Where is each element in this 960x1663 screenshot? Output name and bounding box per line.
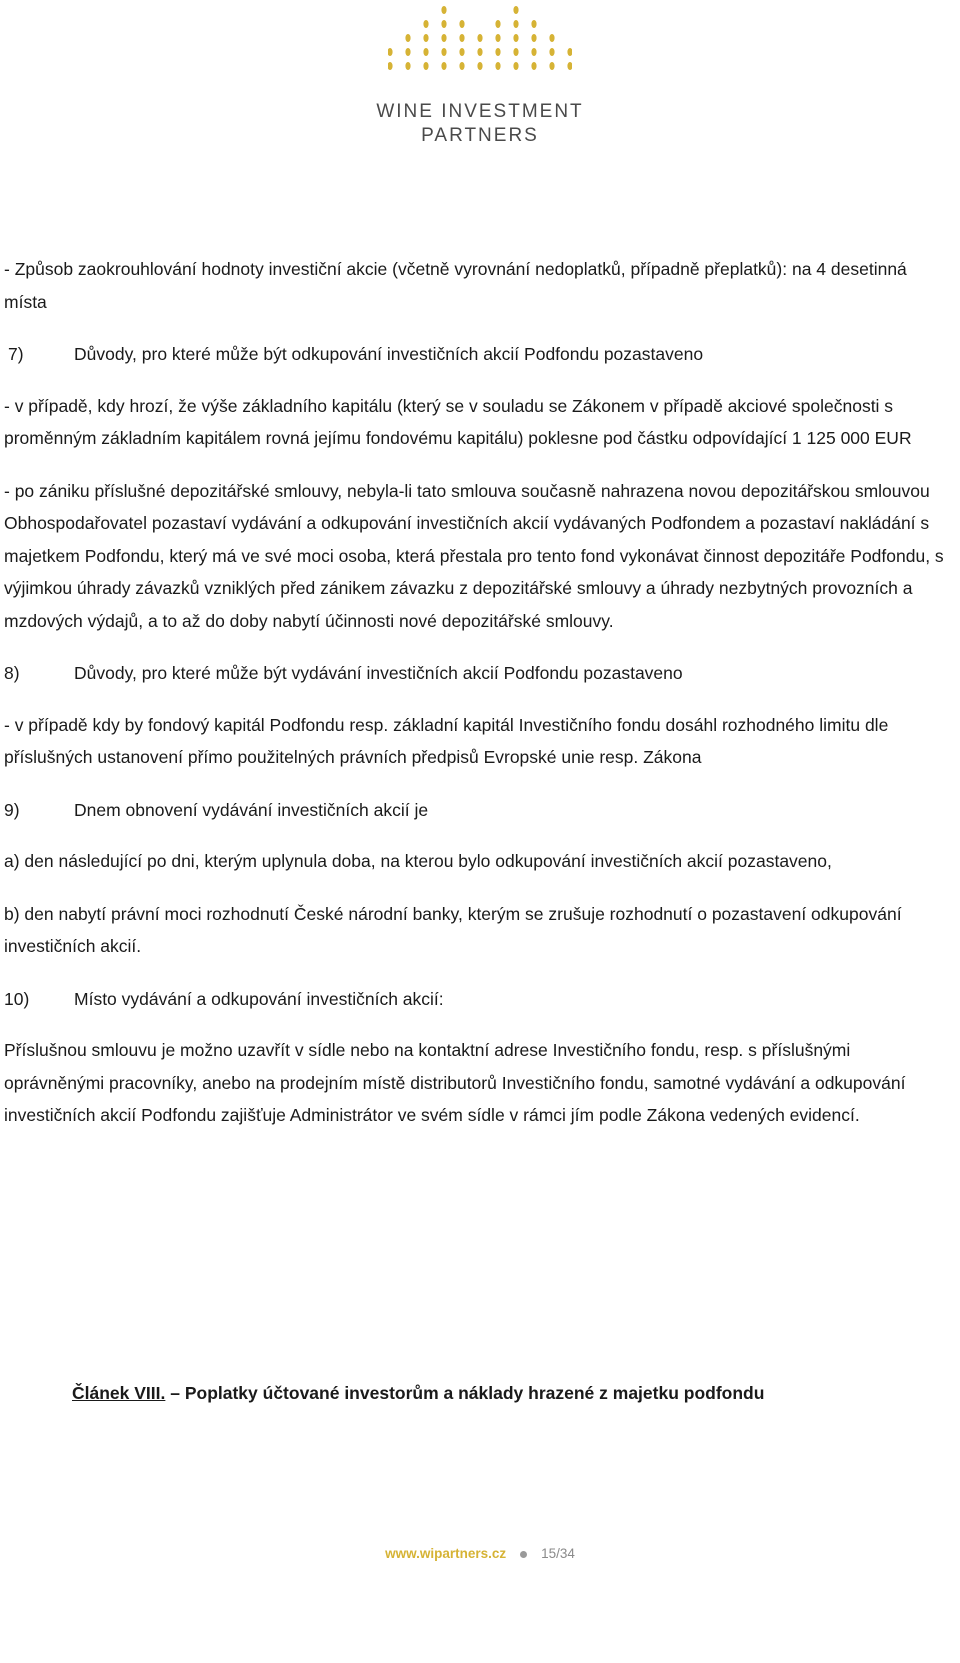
separator-dot-icon [520,1551,527,1558]
logo-dot [423,62,428,70]
logo-dot [459,20,464,28]
page-number: 15/34 [541,1546,575,1561]
heading-9 [4,794,954,827]
logo-dot [477,34,482,42]
logo-dot [567,48,572,56]
paragraph-limit: - v případě kdy by fondový kapitál Podfondu resp. základní kapitál Investičního fondu dosáhl rozhodného limitu dle příslušných ustanovení přímo použitelných právních předpisů Evropské unie resp. Zákona [4,714,889,767]
logo-dot [495,48,500,56]
logo-dot [423,48,428,56]
heading-7-text: Důvody, pro které může být odkupování investičních akcií Podfondu pozastaveno [74,344,704,364]
paragraph-place: Příslušnou smlouvu je možno uzavřít v sídle nebo na kontaktní adrese Investičního fondu, resp. s příslušnými oprávněnými pracovníky, anebo na prodejním místě distributorů Investičního fondu, samotné vydávání a odkupování investičních akcií Podfondu zajišťuje Administrátor ve svém sídle v rámci jím podle Zákona vedených evidencí. [4,1040,906,1125]
logo-dot [513,62,518,70]
logo-dot [531,34,536,42]
heading-9-text: Dnem obnovení vydávání investičních akcií je [74,799,429,820]
logo-text-line2: PARTNERS [421,125,539,146]
logo-dot [531,48,536,56]
logo-dot [549,48,554,56]
paragraph-renewal-b: b) den nabytí právní moci rozhodnutí České národní banky, kterým se zrušuje rozhodnutí o pozastavení odkupování investičních akcií. [4,903,902,956]
logo-dot [531,62,536,70]
logo-dot [567,62,572,70]
logo-dot [495,62,500,70]
paragraph-renewal-a: a) den následující po dni, kterým uplynula doba, na kterou bylo odkupování investičních akcií pozastaveno, [4,851,832,871]
logo-dot [513,6,518,14]
grape-dots-icon [388,4,572,94]
logo-dot [459,62,464,70]
logo-dot [531,20,536,28]
logo-dot [495,20,500,28]
logo-text-line1: WINE INVESTMENT [376,101,584,122]
logo-dot [441,20,446,28]
logo-dot [441,48,446,56]
paragraph-depositary: - po zániku příslušné depozitářské smlouvy, nebyla-li tato smlouva současně nahrazena novou depozitářskou smlouvou Obhospodařovatel pozastaví vydávání a odkupování investičních akcií vydávaných Podfondem a pozastaví nakládání s majetkem Podfondu, který má ve své moci osoba, která přestala pro tento fond vykonávat činnost depozitáře Podfondu, s výjimkou úhrady závazků vzniklých před zánikem závazku z depozitářské smlouvy a úhrady nezbytných provozních a mzdových výdajů, a to až do doby nabytí účinnosti nové depozitářské smlouvy. [4,480,944,631]
logo-dot [388,48,393,56]
logo-dot [423,34,428,42]
document-body [4,253,954,1152]
heading-7 [4,338,954,371]
company-logo [0,0,960,160]
logo-dot [477,62,482,70]
logo-dot [477,48,482,56]
logo-dot [459,34,464,42]
logo-dot [513,48,518,56]
heading-10-number: 10) [4,988,30,1009]
logo-dot [549,34,554,42]
logo-dot [405,48,410,56]
logo-dot [549,62,554,70]
logo-dot [423,20,428,28]
article-label: Článek VIII. [72,1383,166,1403]
article-title: – Poplatky účtované investorům a náklady hrazené z majetku podfondu [165,1383,765,1403]
heading-10 [4,983,954,1016]
logo-dot [441,6,446,14]
heading-8 [4,657,954,690]
logo-dot [495,34,500,42]
heading-8-number: 8) [4,663,20,683]
logo-dot [513,20,518,28]
logo-dot [405,62,410,70]
heading-9-number: 9) [4,799,20,820]
logo-dot [405,34,410,42]
paragraph-capital-threshold: - v případě, kdy hrozí, že výše základního kapitálu (který se v souladu se Zákonem v případě akciové společnosti s proměnným základním kapitálem rovná jejímu fondovému kapitálu) poklesne pod částku odpovídající 1 125 000 EUR [4,395,912,448]
paragraph-rounding: - Způsob zaokrouhlování hodnoty investiční akcie (včetně vyrovnání nedoplatků, případně přeplatků): na 4 desetinná místa [4,259,907,312]
heading-8-text: Důvody, pro které může být vydávání investičních akcií Podfondu pozastaveno [74,663,683,683]
logo-dot [441,34,446,42]
page-footer [0,1546,960,1561]
heading-7-number: 7) [8,344,24,364]
website-link[interactable]: www.wipartners.cz [385,1546,507,1561]
logo-dot [441,62,446,70]
heading-10-text: Místo vydávání a odkupování investičních akcií: [74,988,444,1009]
logo-dot [513,34,518,42]
logo-dot [459,48,464,56]
article-heading [72,1377,764,1409]
logo-dot [388,62,393,70]
